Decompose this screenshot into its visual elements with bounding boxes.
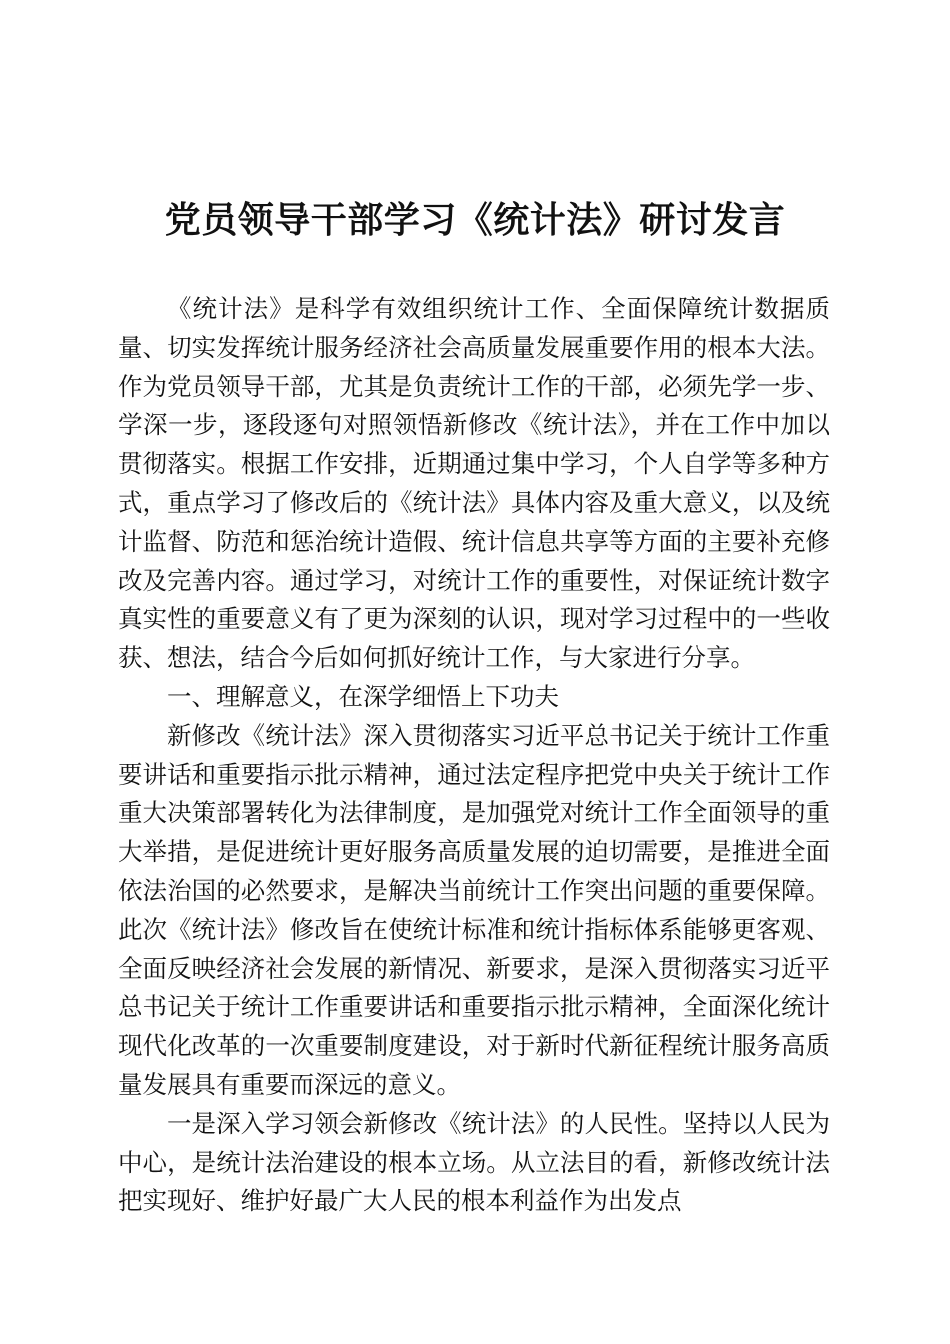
point-1-lead: 一是深入学习领会新修改《统计法》的人民性。 — [167, 1108, 683, 1138]
document-body — [118, 290, 830, 1221]
point-1-text: 坚持以人民为中心，是统计法治建设的根本立场。从立法目的看，新修改统计法把实现好、维护好最广大人民的根本利益作为出发点 — [118, 1108, 831, 1216]
section-heading-1: 一、理解意义，在深学细悟上下功夫 — [167, 681, 559, 711]
point-1-paragraph — [118, 1105, 830, 1221]
intro-paragraph: 《统计法》是科学有效组织统计工作、全面保障统计数据质量、切实发挥统计服务经济社会高质量发展重要作用的根本大法。作为党员领导干部，尤其是负责统计工作的干部，必须先学一步、学深一步，逐段逐句对照领悟新修改《统计法》，并在工作中加以贯彻落实。根据工作安排，近期通过集中学习，个人自学等多种方式，重点学习了修改后的《统计法》具体内容及重大意义，以及统计监督、防范和惩治统计造假、统计信息共享等方面的主要补充修改及完善内容。通过学习，对统计工作的重要性，对保证统计数字真实性的重要意义有了更为深刻的认识，现对学习过程中的一些收获、想法，结合今后如何抓好统计工作，与大家进行分享。 — [118, 294, 830, 673]
document-title: 党员领导干部学习《统计法》研讨发言 — [164, 199, 786, 241]
section-1-paragraph: 新修改《统计法》深入贯彻落实习近平总书记关于统计工作重要讲话和重要指示批示精神，通过法定程序把党中央关于统计工作重大决策部署转化为法律制度，是加强党对统计工作全面领导的重大举措，是促进统计更好服务高质量发展的迫切需要，是推进全面依法治国的必然要求，是解决当前统计工作突出问题的重要保障。此次《统计法》修改旨在使统计标准和统计指标体系能够更客观、全面反映经济社会发展的新情况、新要求，是深入贯彻落实习近平总书记关于统计工作重要讲话和重要指示批示精神，全面深化统计现代化改革的一次重要制度建设，对于新时代新征程统计服务高质量发展具有重要而深远的意义。 — [118, 720, 830, 1099]
